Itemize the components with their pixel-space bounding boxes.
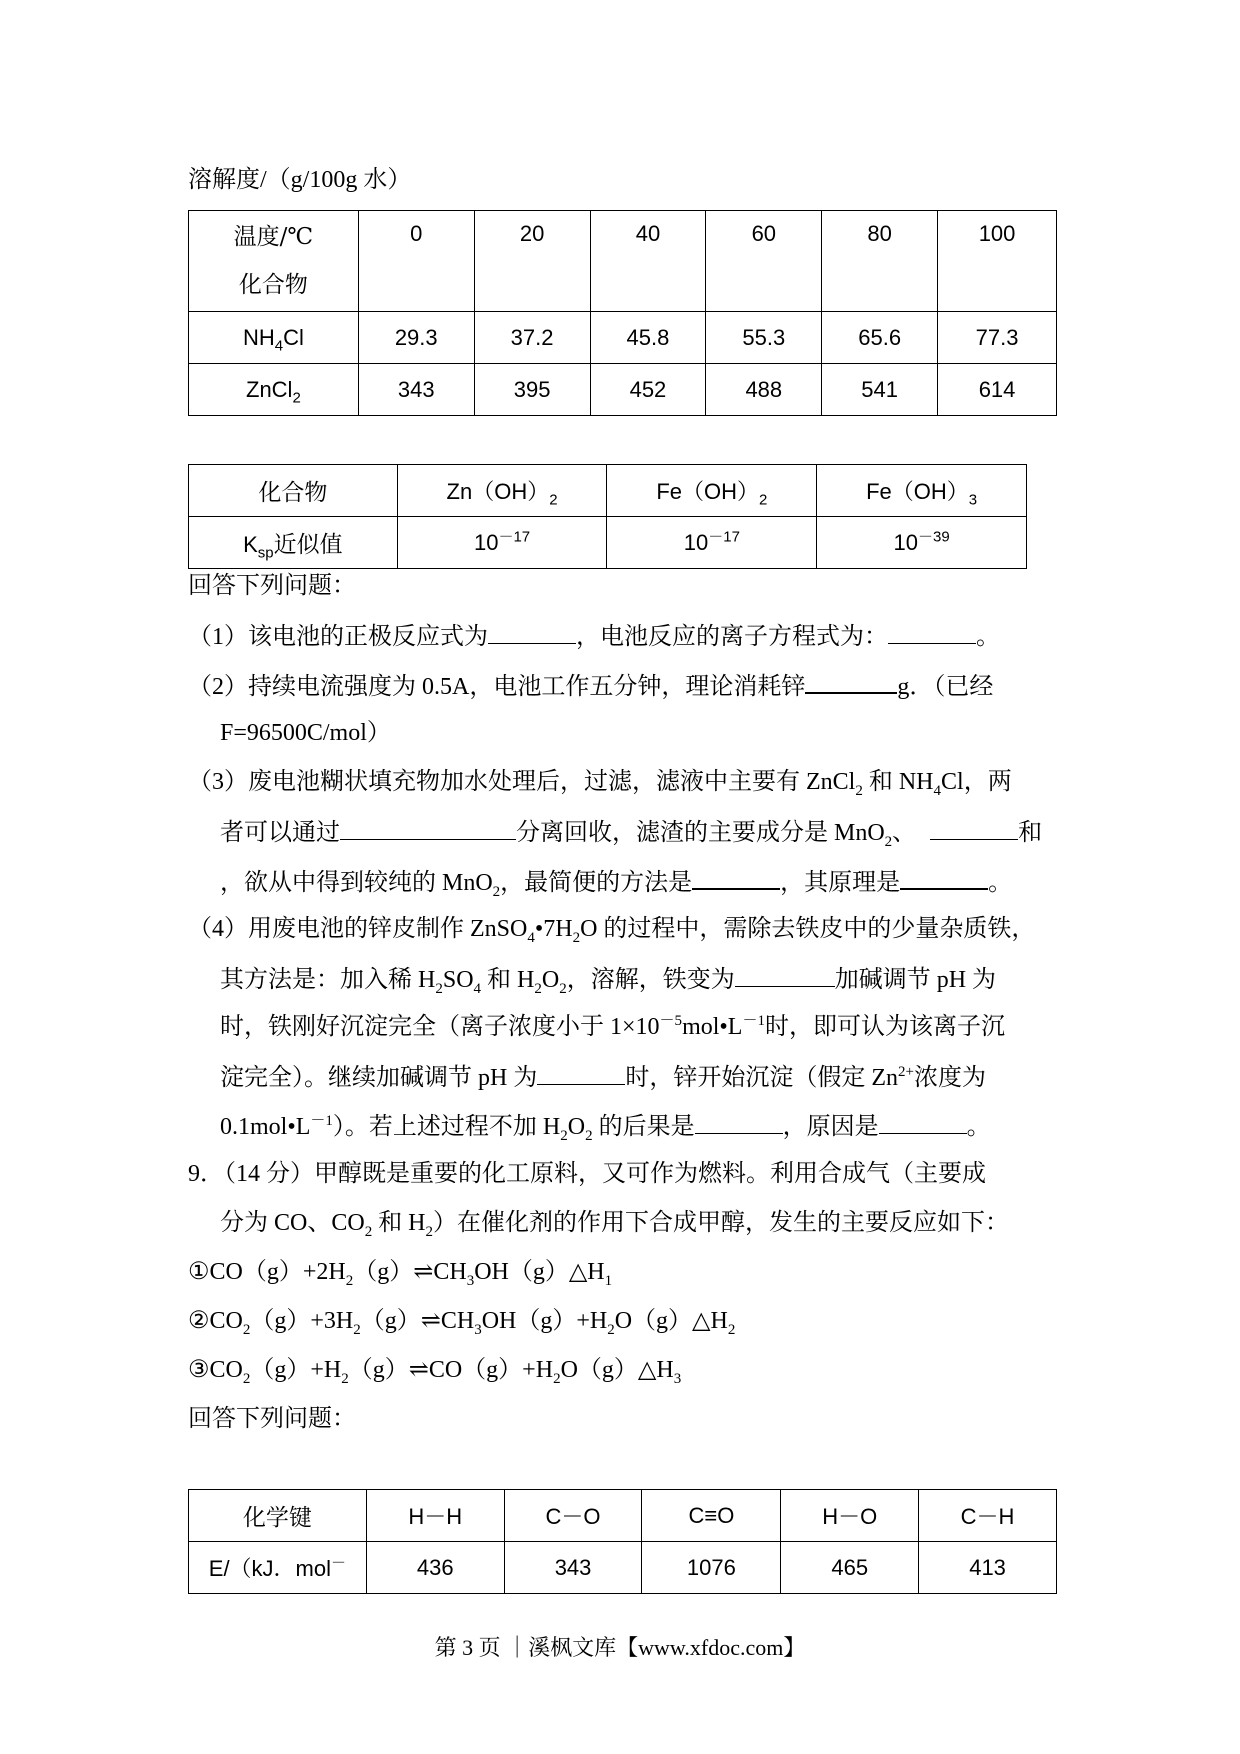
question-3-line-2: 者可以通过 分离回收，滤渣的主要成分是 MnO$_2$、 和	[220, 815, 1042, 849]
ksp-compound-subscript: 2	[759, 491, 768, 509]
value-cell: 452	[590, 364, 706, 416]
ksp-compound: Fe（OH）	[866, 479, 969, 504]
bond-energy-table	[188, 1489, 1057, 1594]
ksp-table	[188, 464, 1027, 569]
reaction-text: ③CO	[188, 1357, 243, 1383]
ksp-exponent: －17	[708, 528, 740, 546]
answer-blank	[537, 1060, 625, 1085]
solubility-row-nh4cl	[189, 312, 1057, 364]
q4-text: ）。若上述过程不加 H	[332, 1114, 561, 1140]
temp-cell: 0	[358, 211, 474, 312]
bond-cell: H－O	[781, 1490, 919, 1542]
q1-text-c: 。	[976, 624, 1000, 650]
q2-text-b: g．（已经	[897, 674, 994, 700]
reaction-text: （g）⇌CH	[353, 1259, 467, 1285]
temp-cell: 40	[590, 211, 706, 312]
answer-blank	[805, 668, 897, 694]
value-cell: 37.2	[474, 312, 590, 364]
question-2-line-2: F=96500C/mol）	[220, 720, 391, 746]
reaction-text: ①CO（g）+2H	[188, 1259, 346, 1285]
compound-subscript: 4	[274, 336, 284, 354]
bond-energy-value: 343	[504, 1542, 642, 1594]
ksp-exponent: －39	[918, 528, 950, 546]
bond-energy-label-cell	[189, 1542, 367, 1594]
bond-cell: H－H	[366, 1490, 504, 1542]
temp-cell: 100	[938, 211, 1057, 312]
temp-cell: 20	[474, 211, 590, 312]
q3-text: 。	[988, 870, 1013, 896]
compound-name: ZnCl	[246, 376, 293, 402]
ksp-value-row	[189, 517, 1027, 569]
header-temp-label: 温度/℃	[233, 224, 314, 250]
ksp-label-subscript: sp	[257, 544, 274, 562]
solubility-row-zncl2	[189, 364, 1057, 416]
q3-text: 和	[1018, 820, 1043, 846]
page-footer: 第 3 页 ｜溪枫文库【www.xfdoc.com】	[434, 1635, 806, 1660]
question-9: 9．（14 分）甲醇既是重要的化工原料，又可作为燃料。利用合成气（主要成	[188, 1161, 986, 1187]
bond-energy-superscript: －	[331, 1554, 347, 1572]
value-cell: 614	[938, 364, 1057, 416]
q4-text: 加碱调节 pH 为	[834, 967, 997, 993]
bond-energy-label: E/（kJ．mol	[208, 1556, 332, 1581]
q3-text: ，其原理是	[780, 870, 901, 896]
bond-header-cell: 化学键	[189, 1490, 367, 1542]
question-4-line-5: $0.1mol•L^{-1}$）。若上述过程不加 $H_2O_2$ 的后果是 ，原因是 。	[220, 1109, 991, 1143]
q3-text: ，欲从中得到较纯的 MnO	[220, 870, 493, 896]
answer-blank	[340, 815, 516, 840]
temp-cell: 80	[822, 211, 938, 312]
q4-text: 0.1mol•L	[220, 1114, 311, 1140]
reaction-text: （g）⇌CO（g）+H	[348, 1357, 554, 1383]
ksp-value-cell	[607, 517, 817, 569]
q4-text: SO	[442, 967, 474, 993]
q4-text: 。	[966, 1114, 991, 1140]
reaction-2: $②CO_2(g)+3H_2(g)\rightleftharpoons CH_3OH(g)+H_2O(g)\triangle H_2$	[188, 1308, 736, 1338]
bond-value-row	[189, 1542, 1057, 1594]
q3-text: 和 NH	[862, 769, 934, 795]
value-cell: 395	[474, 364, 590, 416]
reaction-subscript: 1	[604, 1272, 613, 1289]
q3-text: Cl，两	[941, 769, 1012, 795]
q9-text: 分为 CO、CO	[220, 1210, 365, 1236]
ksp-compound: Fe（OH）	[656, 479, 759, 504]
compound-name: NH	[242, 324, 275, 350]
bond-energy-value: 436	[366, 1542, 504, 1594]
q4-text: 的后果是	[592, 1114, 695, 1140]
ksp-label-cell	[189, 517, 398, 569]
reaction-text: O（g）△H	[560, 1357, 674, 1383]
reaction-subscript: 2	[727, 1321, 736, 1338]
ksp-compound-cell	[397, 465, 607, 517]
bond-cell: C≡O	[642, 1490, 781, 1542]
q4-superscript: 2+	[898, 1064, 914, 1080]
answer-blank	[888, 619, 976, 644]
header-cell	[189, 211, 359, 312]
q4-text: mol•L	[682, 1014, 743, 1040]
q4-text: 和 H	[481, 967, 535, 993]
compound-cell	[189, 312, 359, 364]
compound-name-tail: Cl	[283, 324, 304, 350]
answer-blank	[488, 619, 576, 644]
value-cell: 541	[822, 364, 938, 416]
answer-blank	[695, 1109, 783, 1134]
value-cell: 488	[706, 364, 822, 416]
question-4-line-3	[220, 1011, 1005, 1043]
question-4: （4）用废电池的锌皮制作 $ZnSO_4•7H_2O$ 的过程中，需除去铁皮中的少量杂质铁，	[188, 916, 1036, 946]
reaction-text: （g）+H	[250, 1357, 342, 1383]
question-9-line-2: 分为 CO、$CO_2$ 和 $H_2$）在催化剂的作用下合成甲醇，发生的主要反应如下：	[220, 1210, 1010, 1240]
reaction-text: O（g）△H	[614, 1308, 728, 1334]
q4-text: O	[567, 1114, 586, 1140]
ksp-header-row	[189, 465, 1027, 517]
q4-text: 时，锌开始沉淀（假定 Zn	[625, 1065, 899, 1091]
q4-text: ，原因是	[782, 1114, 879, 1140]
reaction-subscript: 3	[673, 1370, 682, 1387]
bond-cell: C－O	[504, 1490, 642, 1542]
question-4-line-4	[220, 1060, 986, 1094]
ksp-exponent: －17	[498, 528, 531, 546]
q4-text: 时，铁刚好沉淀完全（离子浓度小于 1×10	[220, 1014, 660, 1040]
q4-text: 时，即可认为该离子沉	[764, 1014, 1005, 1040]
solubility-caption: 溶解度/（g/100g 水）	[188, 167, 412, 193]
reaction-text: OH（g）△H	[474, 1259, 605, 1285]
q1-text-b: ，电池反应的离子方程式为：	[576, 624, 888, 650]
q4-text: •7H	[534, 916, 573, 942]
bond-energy-value: 465	[781, 1542, 919, 1594]
ksp-label: K	[243, 532, 258, 557]
compound-subscript: 2	[292, 388, 301, 406]
question-4-line-2: 其方法是：加入稀 $H_2SO_4$ 和 $H_2O_2$，溶解，铁变为 加碱调节 pH 为	[220, 962, 996, 996]
ksp-compound: Zn（OH）	[446, 479, 550, 504]
question-intro-2: 回答下列问题：	[188, 1406, 356, 1432]
q4-superscript: －1	[310, 1113, 333, 1129]
q4-text: O	[541, 967, 560, 993]
answer-blank	[735, 962, 835, 987]
ksp-compound-cell	[607, 465, 817, 517]
reaction-text: ②CO	[188, 1308, 243, 1334]
reaction-text: OH（g）+H	[481, 1308, 608, 1334]
reaction-1: $①CO(g)+2H_2(g)\rightleftharpoons CH_3OH(g)\triangle H_1$	[188, 1259, 613, 1289]
answer-blank	[692, 864, 780, 890]
bond-energy-value: 413	[919, 1542, 1057, 1594]
answer-blank	[879, 1109, 967, 1134]
q4-text: 淀完全）。继续加碱调节 pH 为	[220, 1065, 538, 1091]
value-cell: 343	[358, 364, 474, 416]
q4-text: O 的过程中，需除去铁皮中的少量杂质铁，	[580, 916, 1036, 942]
ksp-label-tail: 近似值	[273, 532, 343, 558]
q4-text: ，溶解，铁变为	[566, 967, 735, 993]
question-intro: 回答下列问题：	[188, 573, 356, 599]
ksp-base: 10	[473, 529, 499, 555]
question-1	[188, 619, 1000, 653]
ksp-compound-cell	[817, 465, 1027, 517]
value-cell: 65.6	[822, 312, 938, 364]
bond-cell: C－H	[919, 1490, 1057, 1542]
q3-text: （3）废电池糊状填充物加水处理后，过滤，滤液中主要有 ZnCl	[188, 769, 856, 795]
q9-text: 和 H	[372, 1210, 426, 1236]
temp-cell: 60	[706, 211, 822, 312]
q4-superscript: －5	[659, 1013, 683, 1029]
ksp-header-cell: 化合物	[189, 465, 398, 517]
ksp-value-cell	[817, 517, 1027, 569]
reaction-text: （g）⇌CH	[360, 1308, 475, 1334]
q9-text: ）在催化剂的作用下合成甲醇，发生的主要反应如下：	[433, 1210, 1010, 1236]
q4-text: （4）用废电池的锌皮制作 ZnSO	[188, 916, 528, 942]
q3-text: ，最简便的方法是	[500, 870, 693, 896]
answer-blank	[930, 815, 1018, 840]
header-compound-label: 化合物	[238, 272, 308, 298]
compound-cell	[189, 364, 359, 416]
q4-superscript: －1	[742, 1013, 765, 1029]
q3-text: 、	[892, 820, 917, 846]
value-cell: 29.3	[358, 312, 474, 364]
ksp-compound-subscript: 3	[968, 491, 978, 509]
reaction-3: $③CO_2(g)+H_2(g)\rightleftharpoons CO(g)+H_2O(g)\triangle H_3$	[188, 1357, 682, 1387]
question-2	[188, 668, 993, 703]
solubility-table	[188, 210, 1057, 416]
value-cell: 77.3	[938, 312, 1057, 364]
q3-text: 分离回收，滤渣的主要成分是 MnO	[516, 820, 885, 846]
ksp-compound-subscript: 2	[549, 491, 558, 509]
ksp-value-cell	[397, 517, 607, 569]
bond-energy-value: 1076	[642, 1542, 781, 1594]
reaction-text: （g）+3H	[250, 1308, 354, 1334]
question-3-line-3: ，欲从中得到较纯的 MnO$_2$，最简便的方法是 ，其原理是 。	[220, 864, 1012, 899]
ksp-base: 10	[893, 529, 918, 555]
question-3: （3）废电池糊状填充物加水处理后，过滤，滤液中主要有 ZnCl$_2$ 和 $NH_4Cl$，两	[188, 769, 1012, 799]
value-cell: 45.8	[590, 312, 706, 364]
ksp-base: 10	[683, 529, 709, 555]
q4-text: 浓度为	[913, 1065, 986, 1091]
q1-text-a: （1）该电池的正极反应式为	[188, 624, 488, 650]
q3-text: 者可以通过	[220, 820, 340, 846]
bond-header-row	[189, 1490, 1057, 1542]
q4-text: 其方法是：加入稀 H	[220, 967, 436, 993]
answer-blank	[900, 864, 988, 890]
q2-text-a: （2）持续电流强度为 0.5A，电池工作五分钟，理论消耗锌	[188, 674, 806, 700]
solubility-header-row	[189, 211, 1057, 312]
value-cell: 55.3	[706, 312, 822, 364]
